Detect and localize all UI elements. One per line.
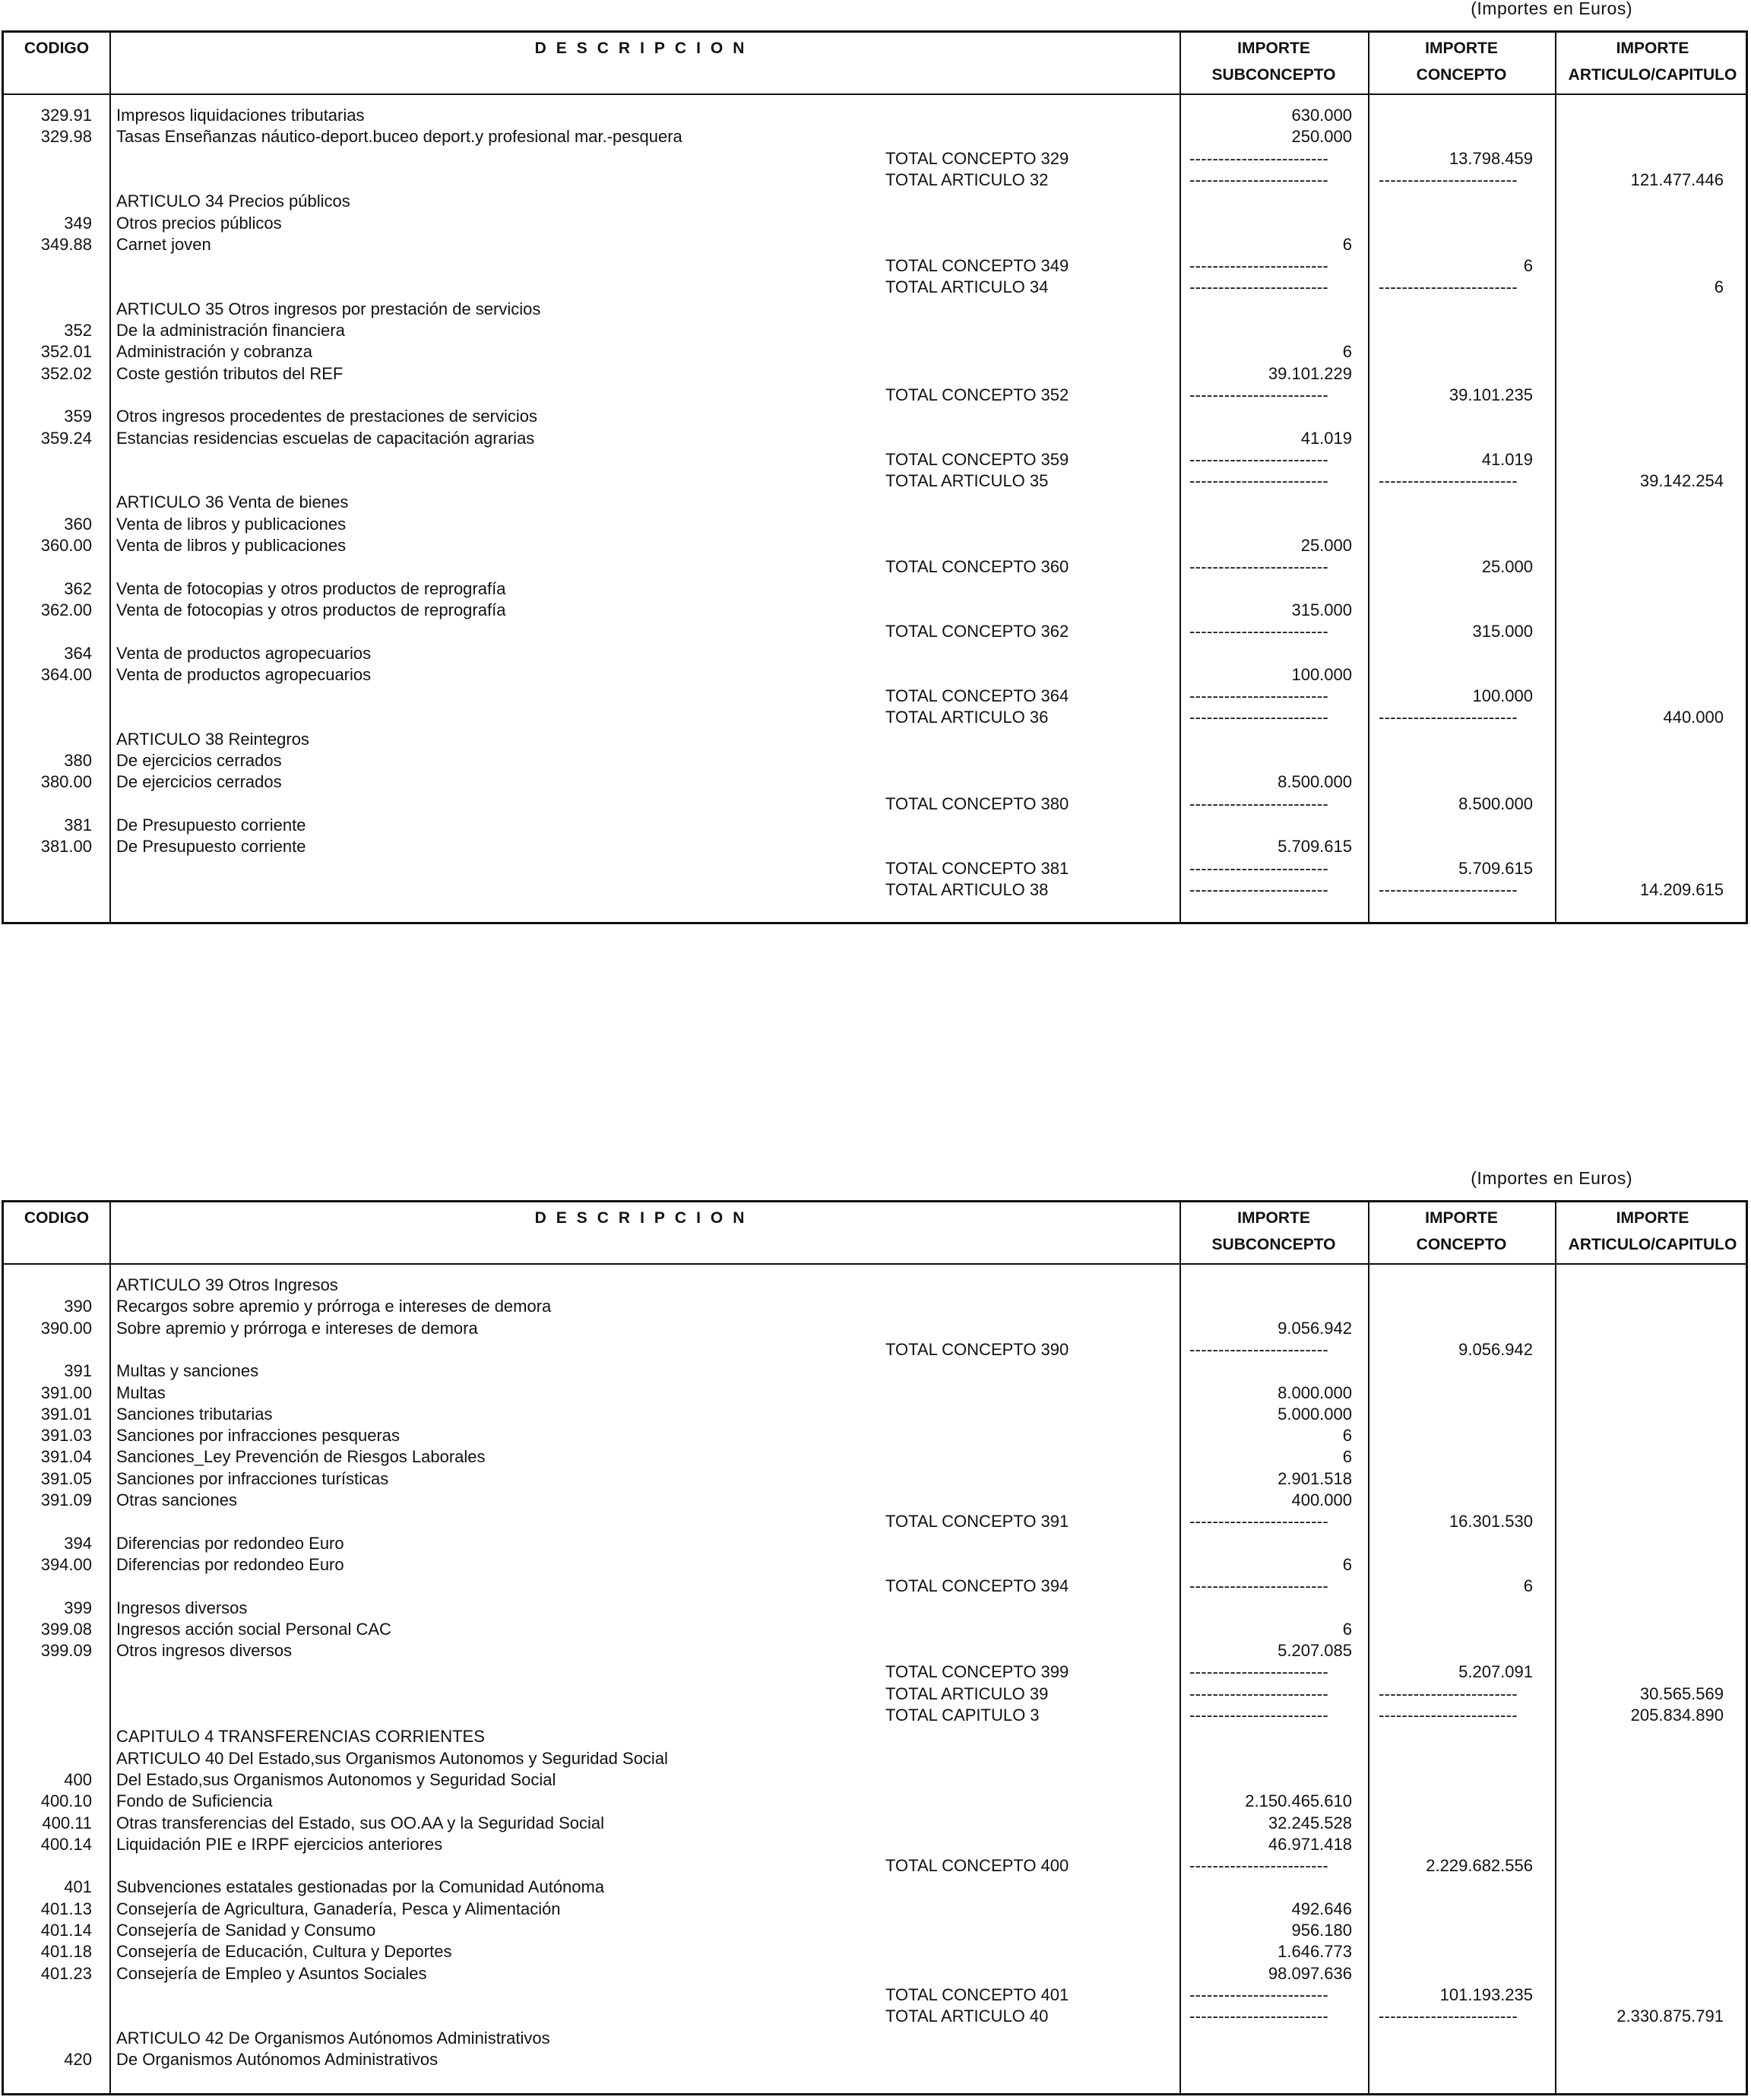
dash-rule: ------------------------ bbox=[1189, 1662, 1329, 1682]
description-cell: Consejería de Agricultura, Ganadería, Pesca y Alimentación bbox=[116, 1899, 561, 1918]
total-label: TOTAL CONCEPTO 390 bbox=[885, 1339, 1069, 1359]
table-row bbox=[4, 1468, 1746, 1490]
subconcepto-amount: 6 bbox=[1342, 234, 1352, 254]
code-cell: 391.09 bbox=[40, 1490, 92, 1509]
table-row bbox=[4, 492, 1746, 513]
total-label: TOTAL CAPITULO 3 bbox=[885, 1706, 1040, 1725]
subconcepto-amount: 98.097.636 bbox=[1268, 1963, 1352, 1983]
dash-rule: ------------------------ bbox=[1189, 1512, 1329, 1531]
description-cell: Venta de libros y publicaciones bbox=[116, 514, 347, 534]
code-cell: 401.23 bbox=[40, 1963, 92, 1983]
code-cell: 362.00 bbox=[40, 600, 92, 619]
code-cell: 391.05 bbox=[40, 1468, 92, 1488]
table-row bbox=[4, 449, 1746, 470]
dash-rule: ------------------------ bbox=[1189, 148, 1329, 168]
table-row bbox=[4, 1813, 1746, 1834]
description-cell: De ejercicios cerrados bbox=[116, 772, 282, 792]
total-label: TOTAL CONCEPTO 362 bbox=[885, 622, 1069, 641]
subconcepto-amount: 1.646.773 bbox=[1278, 1942, 1352, 1962]
description-cell: Sanciones por infracciones pesqueras bbox=[116, 1426, 401, 1446]
total-label: TOTAL CONCEPTO 364 bbox=[885, 686, 1069, 706]
header-con-2: CONCEPTO bbox=[1416, 66, 1507, 84]
concepto-amount: 9.056.942 bbox=[1458, 1339, 1533, 1359]
table-row bbox=[4, 514, 1746, 535]
total-label: TOTAL ARTICULO 39 bbox=[885, 1683, 1049, 1703]
code-cell: 352.01 bbox=[40, 342, 92, 362]
dash-rule: ------------------------ bbox=[1189, 1984, 1329, 2004]
subconcepto-amount: 32.245.528 bbox=[1268, 1813, 1352, 1832]
subconcepto-amount: 5.207.085 bbox=[1278, 1641, 1352, 1661]
concepto-amount: 101.193.235 bbox=[1439, 1984, 1533, 2004]
units-label: (Importes en Euros) bbox=[1471, 1168, 1632, 1188]
table-row bbox=[4, 363, 1746, 385]
table-row bbox=[4, 815, 1746, 836]
description-cell: Liquidación PIE e IRPF ejercicios anteriores bbox=[116, 1834, 443, 1854]
code-cell: 401 bbox=[64, 1877, 92, 1897]
table-row bbox=[4, 1748, 1746, 1769]
table-row bbox=[4, 578, 1746, 600]
description-cell: Ingresos diversos bbox=[116, 1598, 248, 1617]
dash-rule: ------------------------ bbox=[1189, 1339, 1329, 1359]
description-cell: Otros ingresos diversos bbox=[116, 1641, 293, 1661]
code-cell: 390.00 bbox=[40, 1318, 92, 1338]
total-label: TOTAL CONCEPTO 394 bbox=[885, 1576, 1069, 1596]
dash-rule: ------------------------ bbox=[1379, 1706, 1518, 1725]
table-row bbox=[4, 1554, 1746, 1576]
code-cell: 380.00 bbox=[40, 772, 92, 792]
articulo-amount: 6 bbox=[1714, 277, 1724, 297]
concepto-amount: 5.709.615 bbox=[1458, 858, 1533, 878]
header-code: CODIGO bbox=[24, 40, 90, 57]
subconcepto-amount: 25.000 bbox=[1300, 536, 1352, 555]
description-cell: Otros precios públicos bbox=[116, 213, 282, 233]
code-cell: 381.00 bbox=[40, 837, 92, 857]
description-cell: Administración y cobranza bbox=[116, 342, 313, 362]
table-row bbox=[4, 126, 1746, 147]
table-row bbox=[4, 341, 1746, 363]
description-cell: Otras sanciones bbox=[116, 1490, 237, 1509]
subconcepto-amount: 41.019 bbox=[1300, 428, 1352, 448]
header-art-2: ARTICULO/CAPITULO bbox=[1568, 66, 1737, 84]
subconcepto-amount: 8.000.000 bbox=[1278, 1383, 1352, 1402]
description-cell: Subvenciones estatales gestionadas por la Comunidad Autónoma bbox=[116, 1877, 605, 1897]
subconcepto-amount: 6 bbox=[1342, 342, 1352, 362]
concepto-amount: 315.000 bbox=[1472, 622, 1533, 641]
total-label: TOTAL ARTICULO 38 bbox=[885, 879, 1049, 899]
table-row bbox=[4, 1490, 1746, 1511]
table-row bbox=[4, 385, 1746, 406]
header-con-1: IMPORTE bbox=[1425, 40, 1498, 57]
concepto-amount: 39.101.235 bbox=[1449, 385, 1533, 404]
concepto-amount: 6 bbox=[1523, 256, 1533, 276]
dash-rule: ------------------------ bbox=[1189, 858, 1329, 878]
table-row bbox=[4, 1683, 1746, 1705]
table-row bbox=[4, 1726, 1746, 1747]
description-cell: Recargos sobre apremio y prórroga e intereses de demora bbox=[116, 1297, 552, 1316]
code-cell: 390 bbox=[64, 1297, 92, 1316]
table-row bbox=[4, 1296, 1746, 1317]
table-row bbox=[4, 1661, 1746, 1683]
code-cell: 329.91 bbox=[40, 106, 92, 125]
code-cell: 352.02 bbox=[40, 363, 92, 383]
concepto-amount: 16.301.530 bbox=[1449, 1512, 1533, 1531]
description-cell: De ejercicios cerrados bbox=[116, 751, 282, 770]
header-description: DESCRIPCION bbox=[534, 40, 755, 57]
articulo-amount: 440.000 bbox=[1663, 708, 1724, 727]
description-cell: Ingresos acción social Personal CAC bbox=[116, 1619, 391, 1639]
header-sub-1: IMPORTE bbox=[1237, 40, 1310, 57]
table-row bbox=[4, 686, 1746, 707]
code-cell: 394 bbox=[64, 1533, 92, 1553]
description-cell: Venta de fotocopias y otros productos de reprografía bbox=[116, 578, 506, 598]
code-cell: 349.88 bbox=[40, 234, 92, 254]
code-cell: 362 bbox=[64, 578, 92, 598]
description-cell: ARTICULO 38 Reintegros bbox=[116, 729, 309, 749]
header-sub-2: SUBCONCEPTO bbox=[1211, 66, 1336, 84]
dash-rule: ------------------------ bbox=[1379, 708, 1518, 727]
dash-rule: ------------------------ bbox=[1189, 1856, 1329, 1876]
table-row bbox=[4, 621, 1746, 642]
subconcepto-amount: 630.000 bbox=[1291, 106, 1352, 125]
code-cell: 364.00 bbox=[40, 664, 92, 684]
code-cell: 400.10 bbox=[40, 1791, 92, 1811]
description-cell: Otros ingresos procedentes de prestaciones de servicios bbox=[116, 407, 537, 426]
total-label: TOTAL CONCEPTO 359 bbox=[885, 449, 1069, 469]
code-cell: 391.01 bbox=[40, 1404, 92, 1424]
description-cell: Fondo de Suficiencia bbox=[116, 1791, 273, 1811]
header-art-1: IMPORTE bbox=[1616, 1209, 1689, 1227]
total-label: TOTAL ARTICULO 35 bbox=[885, 471, 1049, 491]
table-row bbox=[4, 556, 1746, 578]
code-cell: 381 bbox=[64, 815, 92, 835]
table-row bbox=[4, 664, 1746, 686]
description-cell: ARTICULO 39 Otros Ingresos bbox=[116, 1275, 338, 1294]
dash-rule: ------------------------ bbox=[1379, 2007, 1518, 2026]
total-label: TOTAL CONCEPTO 381 bbox=[885, 858, 1069, 878]
dash-rule: ------------------------ bbox=[1189, 793, 1329, 813]
subconcepto-amount: 5.000.000 bbox=[1278, 1404, 1352, 1424]
code-cell: 349 bbox=[64, 213, 92, 233]
description-cell: Venta de productos agropecuarios bbox=[116, 643, 372, 663]
total-label: TOTAL CONCEPTO 399 bbox=[885, 1662, 1069, 1682]
description-cell: ARTICULO 42 De Organismos Autónomos Administrativos bbox=[116, 2028, 550, 2048]
code-cell: 399.09 bbox=[40, 1641, 92, 1661]
subconcepto-amount: 6 bbox=[1342, 1426, 1352, 1446]
description-cell: Diferencias por redondeo Euro bbox=[116, 1554, 344, 1574]
table-row bbox=[4, 2049, 1746, 2070]
table-row bbox=[4, 1446, 1746, 1468]
description-cell: Consejería de Empleo y Asuntos Sociales bbox=[116, 1963, 427, 1983]
table-row bbox=[4, 643, 1746, 664]
dash-rule: ------------------------ bbox=[1189, 277, 1329, 297]
code-cell: 394.00 bbox=[40, 1554, 92, 1574]
subconcepto-amount: 2.901.518 bbox=[1278, 1468, 1352, 1488]
description-cell: De Presupuesto corriente bbox=[116, 815, 306, 835]
header-art-2: ARTICULO/CAPITULO bbox=[1568, 1236, 1737, 1253]
budget-table-1 bbox=[2, 30, 1748, 924]
table-row bbox=[4, 729, 1746, 750]
code-cell: 364 bbox=[64, 643, 92, 663]
total-label: TOTAL CONCEPTO 360 bbox=[885, 557, 1069, 577]
subconcepto-amount: 956.180 bbox=[1291, 1921, 1352, 1940]
dash-rule: ------------------------ bbox=[1189, 879, 1329, 899]
description-cell: CAPITULO 4 TRANSFERENCIAS CORRIENTES bbox=[116, 1727, 485, 1747]
table-row bbox=[4, 2028, 1746, 2049]
units-label: (Importes en Euros) bbox=[1471, 0, 1632, 18]
subconcepto-amount: 46.971.418 bbox=[1268, 1834, 1352, 1854]
dash-rule: ------------------------ bbox=[1189, 2007, 1329, 2026]
header-con-1: IMPORTE bbox=[1425, 1209, 1498, 1227]
table-row bbox=[4, 1598, 1746, 1619]
subconcepto-amount: 2.150.465.610 bbox=[1245, 1791, 1352, 1811]
description-cell: Carnet joven bbox=[116, 234, 211, 254]
dash-rule: ------------------------ bbox=[1189, 1576, 1329, 1596]
table-row bbox=[4, 836, 1746, 857]
total-label: TOTAL CONCEPTO 349 bbox=[885, 256, 1069, 276]
description-cell: ARTICULO 35 Otros ingresos por prestación de servicios bbox=[116, 299, 541, 318]
table-row bbox=[4, 299, 1746, 320]
table-row bbox=[4, 1984, 1746, 2006]
table-row bbox=[4, 1619, 1746, 1640]
dash-rule: ------------------------ bbox=[1189, 557, 1329, 577]
dash-rule: ------------------------ bbox=[1189, 1683, 1329, 1703]
table-row bbox=[4, 320, 1746, 341]
table-row bbox=[4, 1705, 1746, 1726]
header-description: DESCRIPCION bbox=[534, 1209, 755, 1227]
table-row bbox=[4, 707, 1746, 728]
header-sub-2: SUBCONCEPTO bbox=[1211, 1236, 1336, 1253]
table-row bbox=[4, 148, 1746, 169]
subconcepto-amount: 39.101.229 bbox=[1268, 363, 1352, 383]
total-label: TOTAL CONCEPTO 380 bbox=[885, 793, 1069, 813]
total-label: TOTAL ARTICULO 32 bbox=[885, 169, 1049, 189]
table-row bbox=[4, 277, 1746, 298]
articulo-amount: 205.834.890 bbox=[1630, 1706, 1724, 1725]
dash-rule: ------------------------ bbox=[1189, 169, 1329, 189]
description-cell: Multas bbox=[116, 1383, 166, 1402]
total-label: TOTAL CONCEPTO 400 bbox=[885, 1856, 1069, 1876]
description-cell: Tasas Enseñanzas náutico-deport.buceo deport.y profesional mar.-pesquera bbox=[116, 127, 682, 147]
code-cell: 391 bbox=[64, 1361, 92, 1381]
code-cell: 420 bbox=[64, 2049, 92, 2069]
table-row bbox=[4, 1640, 1746, 1661]
total-label: TOTAL CONCEPTO 352 bbox=[885, 385, 1069, 404]
code-cell: 391.00 bbox=[40, 1383, 92, 1402]
table-row bbox=[4, 470, 1746, 492]
total-label: TOTAL CONCEPTO 391 bbox=[885, 1512, 1069, 1531]
description-cell: Diferencias por redondeo Euro bbox=[116, 1533, 344, 1553]
dash-rule: ------------------------ bbox=[1189, 449, 1329, 469]
table-row bbox=[4, 1963, 1746, 1984]
table-row bbox=[4, 406, 1746, 427]
dash-rule: ------------------------ bbox=[1189, 622, 1329, 641]
subconcepto-amount: 400.000 bbox=[1291, 1490, 1352, 1509]
code-cell: 401.13 bbox=[40, 1899, 92, 1918]
description-cell: Venta de libros y publicaciones bbox=[116, 536, 347, 555]
header-con-2: CONCEPTO bbox=[1416, 1236, 1507, 1253]
table-row bbox=[4, 535, 1746, 556]
code-cell: 400.11 bbox=[42, 1813, 92, 1832]
table-row bbox=[4, 2006, 1746, 2027]
table-row bbox=[4, 1877, 1746, 1898]
subconcepto-amount: 6 bbox=[1342, 1619, 1352, 1639]
description-cell: Venta de productos agropecuarios bbox=[116, 664, 372, 684]
code-cell: 391.03 bbox=[40, 1426, 92, 1446]
concepto-amount: 8.500.000 bbox=[1458, 793, 1533, 813]
description-cell: De Organismos Autónomos Administrativos bbox=[116, 2049, 439, 2069]
dash-rule: ------------------------ bbox=[1189, 1706, 1329, 1725]
table-row bbox=[4, 1899, 1746, 1920]
code-cell: 399 bbox=[64, 1598, 92, 1617]
articulo-amount: 30.565.569 bbox=[1639, 1683, 1724, 1703]
table-row bbox=[4, 105, 1746, 126]
description-cell: Venta de fotocopias y otros productos de reprografía bbox=[116, 600, 506, 619]
table-row bbox=[4, 771, 1746, 793]
table-row bbox=[4, 1576, 1746, 1597]
code-cell: 352 bbox=[64, 321, 92, 340]
table-row bbox=[4, 1834, 1746, 1855]
articulo-amount: 39.142.254 bbox=[1639, 471, 1724, 491]
dash-rule: ------------------------ bbox=[1189, 471, 1329, 491]
code-cell: 400.14 bbox=[40, 1834, 92, 1854]
total-label: TOTAL ARTICULO 34 bbox=[885, 277, 1049, 297]
table-row bbox=[4, 1791, 1746, 1812]
table-row bbox=[4, 600, 1746, 621]
table-row bbox=[4, 750, 1746, 771]
concepto-amount: 100.000 bbox=[1472, 686, 1533, 706]
subconcepto-amount: 250.000 bbox=[1291, 127, 1352, 147]
concepto-amount: 2.229.682.556 bbox=[1426, 1856, 1533, 1876]
description-cell: Sobre apremio y prórroga e intereses de demora bbox=[116, 1318, 478, 1338]
description-cell: Sanciones_Ley Prevención de Riesgos Laborales bbox=[116, 1447, 486, 1467]
code-cell: 391.04 bbox=[40, 1447, 92, 1467]
description-cell: Sanciones tributarias bbox=[116, 1404, 273, 1424]
code-cell: 401.14 bbox=[40, 1921, 92, 1940]
dash-rule: ------------------------ bbox=[1189, 385, 1329, 404]
description-cell: Multas y sanciones bbox=[116, 1361, 259, 1381]
dash-rule: ------------------------ bbox=[1189, 686, 1329, 706]
table-row bbox=[4, 234, 1746, 255]
table-row bbox=[4, 1511, 1746, 1532]
subconcepto-amount: 100.000 bbox=[1291, 664, 1352, 684]
dash-rule: ------------------------ bbox=[1379, 169, 1518, 189]
dash-rule: ------------------------ bbox=[1189, 708, 1329, 727]
table-row bbox=[4, 879, 1746, 901]
table-row bbox=[4, 1360, 1746, 1382]
table-row bbox=[4, 1318, 1746, 1339]
articulo-amount: 121.477.446 bbox=[1630, 169, 1724, 189]
code-cell: 401.18 bbox=[40, 1942, 92, 1962]
header-code: CODIGO bbox=[24, 1209, 90, 1227]
table-row bbox=[4, 1339, 1746, 1360]
table-row bbox=[4, 1404, 1746, 1425]
table-row bbox=[4, 1941, 1746, 1962]
description-cell: Impresos liquidaciones tributarias bbox=[116, 106, 365, 125]
table-row bbox=[4, 1383, 1746, 1404]
total-label: TOTAL CONCEPTO 329 bbox=[885, 148, 1069, 168]
budget-table-2 bbox=[2, 1200, 1748, 2095]
table-row bbox=[4, 793, 1746, 815]
total-label: TOTAL ARTICULO 40 bbox=[885, 2007, 1049, 2026]
description-cell: Sanciones por infracciones turísticas bbox=[116, 1468, 389, 1488]
table-row bbox=[4, 1920, 1746, 1941]
dash-rule: ------------------------ bbox=[1379, 1683, 1518, 1703]
dash-rule: ------------------------ bbox=[1189, 256, 1329, 276]
description-cell: Otras transferencias del Estado, sus OO.AA y la Seguridad Social bbox=[116, 1813, 604, 1832]
total-label: TOTAL ARTICULO 36 bbox=[885, 708, 1049, 727]
subconcepto-amount: 492.646 bbox=[1291, 1899, 1352, 1918]
table-row bbox=[4, 428, 1746, 449]
total-label: TOTAL CONCEPTO 401 bbox=[885, 1984, 1069, 2004]
description-cell: ARTICULO 36 Venta de bienes bbox=[116, 493, 349, 512]
header-art-1: IMPORTE bbox=[1616, 40, 1689, 57]
code-cell: 400 bbox=[64, 1769, 92, 1789]
description-cell: De Presupuesto corriente bbox=[116, 837, 306, 857]
code-cell: 359 bbox=[64, 407, 92, 426]
table-row bbox=[4, 858, 1746, 879]
code-cell: 360.00 bbox=[40, 536, 92, 555]
subconcepto-amount: 6 bbox=[1342, 1447, 1352, 1467]
table-row bbox=[4, 1425, 1746, 1446]
dash-rule: ------------------------ bbox=[1379, 277, 1518, 297]
table-row bbox=[4, 1855, 1746, 1877]
concepto-amount: 25.000 bbox=[1481, 557, 1533, 577]
articulo-amount: 2.330.875.791 bbox=[1616, 2007, 1724, 2026]
concepto-amount: 41.019 bbox=[1481, 449, 1533, 469]
subconcepto-amount: 6 bbox=[1342, 1554, 1352, 1574]
dash-rule: ------------------------ bbox=[1379, 471, 1518, 491]
code-cell: 380 bbox=[64, 751, 92, 770]
articulo-amount: 14.209.615 bbox=[1639, 879, 1724, 899]
description-cell: ARTICULO 40 Del Estado,sus Organismos Autonomos y Seguridad Social bbox=[116, 1748, 668, 1768]
code-cell: 359.24 bbox=[40, 428, 92, 448]
table-row bbox=[4, 1533, 1746, 1554]
concepto-amount: 6 bbox=[1523, 1576, 1533, 1596]
code-cell: 329.98 bbox=[40, 127, 92, 147]
concepto-amount: 13.798.459 bbox=[1449, 148, 1533, 168]
header-sub-1: IMPORTE bbox=[1237, 1209, 1310, 1227]
table-row bbox=[4, 1275, 1746, 1296]
table-row bbox=[4, 1769, 1746, 1791]
description-cell: ARTICULO 34 Precios públicos bbox=[116, 192, 350, 211]
concepto-amount: 5.207.091 bbox=[1458, 1662, 1533, 1682]
description-cell: Consejería de Sanidad y Consumo bbox=[116, 1921, 376, 1940]
table-row bbox=[4, 213, 1746, 234]
code-cell: 360 bbox=[64, 514, 92, 534]
description-cell: Del Estado,sus Organismos Autonomos y Seguridad Social bbox=[116, 1769, 556, 1789]
table-row bbox=[4, 169, 1746, 191]
code-cell: 399.08 bbox=[40, 1619, 92, 1639]
description-cell: Estancias residencias escuelas de capacitación agrarias bbox=[116, 428, 535, 448]
subconcepto-amount: 9.056.942 bbox=[1278, 1318, 1352, 1338]
dash-rule: ------------------------ bbox=[1379, 879, 1518, 899]
table-row bbox=[4, 191, 1746, 212]
description-cell: Coste gestión tributos del REF bbox=[116, 363, 344, 383]
description-cell: De la administración financiera bbox=[116, 321, 345, 340]
subconcepto-amount: 315.000 bbox=[1291, 600, 1352, 619]
subconcepto-amount: 5.709.615 bbox=[1278, 837, 1352, 857]
table-row bbox=[4, 255, 1746, 277]
description-cell: Consejería de Educación, Cultura y Deportes bbox=[116, 1942, 452, 1962]
subconcepto-amount: 8.500.000 bbox=[1278, 772, 1352, 792]
